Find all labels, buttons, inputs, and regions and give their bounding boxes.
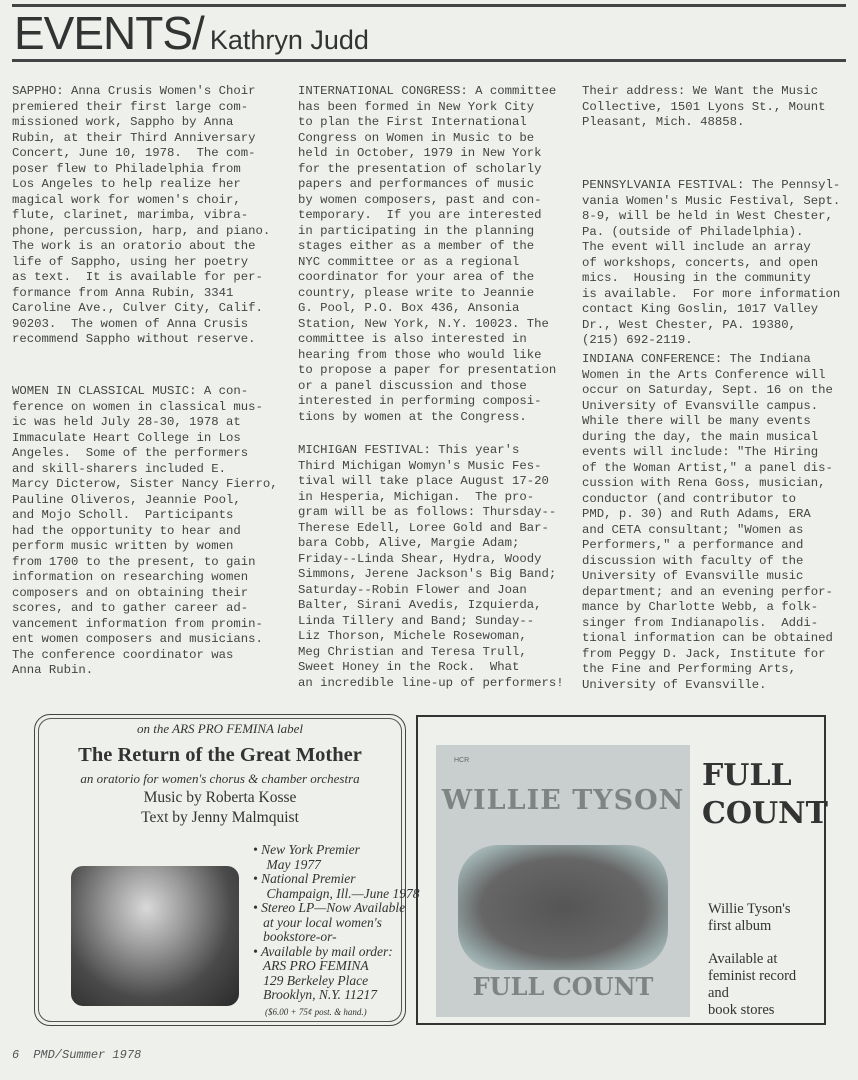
- ad-title: The Return of the Great Mother: [78, 744, 362, 766]
- bullet-stereo-lp: • Stereo LP—Now Available at your local women's bookstore-or-: [253, 900, 406, 944]
- article-international-congress: INTERNATIONAL CONGRESS: A committee has been formed in New York City to plan the First International Congress on Women in Music to be held in October, 1979 in New York for the presentation of scholarly papers and performances of music by women composers, past and con- temporary. If you are interested in participating in the planning stages either as a member of the NYC committee or as a regional coordinator for your area of the country, please write to Jeannie G. Pool, P.O. Box 436, Ansonia Station, New York, N.Y. 10023. The committee is also interested in hearing from those who would like to propose a paper for presentation or a panel discussion and those interested in performing composi- tions by women at the Congress.: [298, 84, 557, 424]
- album-title-line2: COUNT: [702, 796, 828, 831]
- author-name: Kathryn Judd: [209, 25, 369, 55]
- article-women-classical-music: WOMEN IN CLASSICAL MUSIC: A con- ference on women in classical mus- ic was held July 28-30, 1978 at Immaculate Heart College in Los Angeles. Some of the performers and skill-sharers included E. Marcy Dicterow, Sister Nancy Fierro, Pauline Oliveros, Jeannie Pool, and Mojo Scholl. Participants had the opportunity to hear and perform music written by women from 1700 to the present, to gain information on researching women composers and on obtaining their scores, and to gather career ad- vancement information from promin- ent women composers and musicians. The conference coordinator was Anna Rubin.: [12, 384, 278, 677]
- cover-artist: WILLIE TYSON: [441, 785, 685, 816]
- ad-subtitle: an oratorio for women's chorus & chamber orchestra: [80, 771, 360, 786]
- article-michigan-address: Their address: We Want the Music Collective, 1501 Lyons St., Mount Pleasant, Mich. 48858.: [582, 84, 826, 129]
- article-indiana-conference: INDIANA CONFERENCE: The Indiana Women in the Arts Conference will occur on Saturday, Sept. 16 on the University of Evansville campus. While there will be many events during the day, the main musical events will include: "The Hiring of the Woman Artist," a panel dis- cussion with Rena Goss, musician, conductor (and contributor to PMD, p. 30) and Ruth Adams, ERA and CETA consultant; "Women as Performers," a performance and discussion with faculty of the University of Evansville music department; and an evening perfor- mance by Charlotte Webb, a folk- singer from Indianapolis. Addi- tional information can be obtained from Peggy D. Jack, Institute for the Fine and Performing Arts, University of Evansville.: [582, 352, 833, 692]
- article-michigan-festival: MICHIGAN FESTIVAL: This year's Third Michigan Womyn's Music Fes- tival will take place August 17-20 in Hesperia, Michigan. The pro- gram will be as follows: Thursday-- Therese Edell, Loree Gold and Bar- bara Cobb, Alive, Margie Adam; Friday--Linda Shear, Hydra, Woody Simmons, Jerene Jackson's Big Band; Saturday--Robin Flower and Joan Balter, Sirani Avedis, Izquierda, Linda Tillery and Band; Sunday-- Liz Thorson, Michele Rosewoman, Meg Christian and Teresa Trull, Sweet Honey in the Rock. What an incredible line-up of performers!: [298, 443, 564, 690]
- issue-label: PMD/Summer 1978: [33, 1048, 142, 1062]
- ad-bullets: [253, 843, 420, 1003]
- bullet-ny-premier: • New York Premier May 1977: [253, 842, 360, 872]
- team-photo: [458, 845, 668, 970]
- ad-full-count: [416, 715, 826, 1025]
- bullet-mail-order: • Available by mail order: ARS PRO FEMINA 129 Berkeley Place Brooklyn, N.Y. 11217: [253, 943, 393, 1002]
- ad-music-by: Music by Roberta Kosse: [143, 789, 297, 806]
- ad-label: on the ARS PRO FEMINA label: [137, 721, 303, 736]
- album-title: [702, 757, 828, 833]
- cover-title: FULL COUNT: [472, 972, 654, 1001]
- article-pennsylvania-festival: PENNSYLVANIA FESTIVAL: The Pennsyl- vania Women's Music Festival, Sept. 8-9, will be held in West Chester, Pa. (outside of Philadelphia). The event will include an array of workshops, concerts, and open mics. Housing in the community is available. For more information contact King Goslin, 1017 Valley Dr., West Chester, PA. 19380, (215) 692-2119.: [582, 178, 841, 347]
- page-number: 6: [12, 1048, 20, 1062]
- album-description: Willie Tyson's first album: [708, 901, 791, 934]
- page-footer: [12, 1048, 155, 1062]
- ad-text-by: Text by Jenny Malmquist: [141, 809, 299, 826]
- album-availability: Available at feminist record and book stores: [708, 951, 797, 1018]
- header-bottom-rule: [12, 59, 846, 62]
- sculpture-photo: [71, 866, 239, 1006]
- ad-price: ($6.00 + 75¢ post. & hand.): [265, 1007, 367, 1017]
- article-sappho: SAPPHO: Anna Crusis Women's Choir premiered their first large com- missioned work, Sappho by Anna Rubin, at their Third Anniversary Concert, June 10, 1978. The com- poser flew to Philadelphia from Los Angeles to help realize her magical work for women's choir, flute, clarinet, marimba, vibra- phone, percussion, harp, and piano. The work is an oratorio about the life of Sappho, using her poetry as text. It is available for per- formance from Anna Rubin, 3341 Caroline Ave., Culver City, Calif. 90203. The women of Anna Crusis recommend Sappho without reserve.: [12, 84, 271, 346]
- label-logo: HCR: [454, 757, 470, 764]
- album-title-line1: FULL: [702, 758, 792, 793]
- section-title: EVENTS/: [14, 7, 204, 59]
- bullet-national-premier: • National Premier Champaign, Ill.—June 1978: [253, 871, 420, 901]
- album-cover: [436, 745, 690, 1017]
- ad-great-mother: [34, 714, 420, 1026]
